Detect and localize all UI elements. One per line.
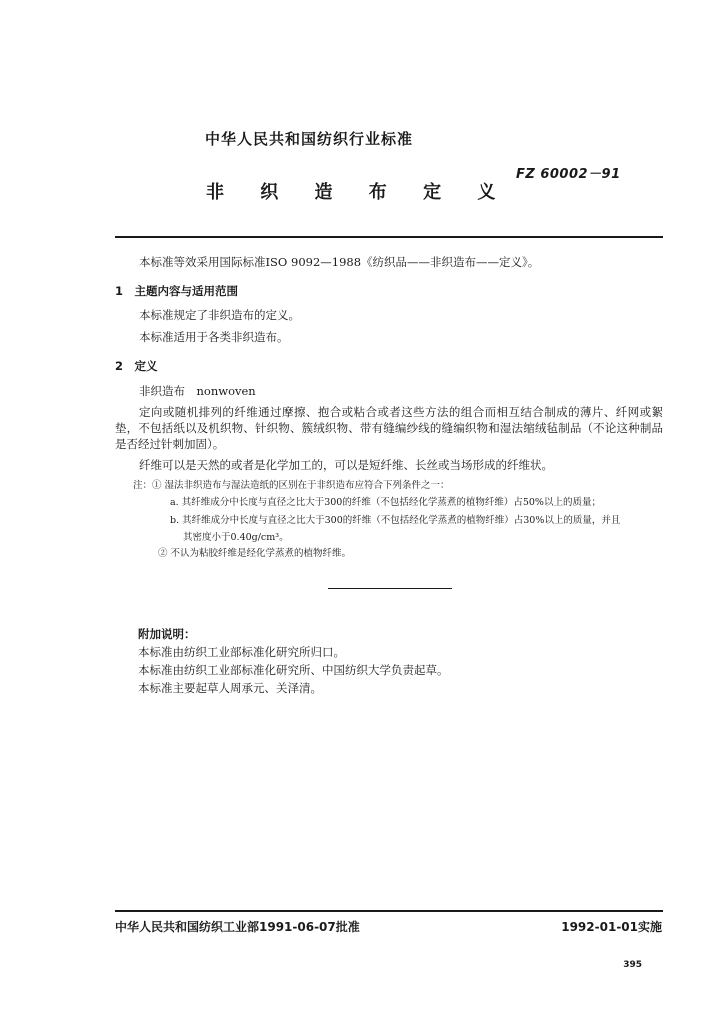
section1-line-2: 本标准适用于各类非织造布。: [139, 330, 289, 344]
intro-paragraph: 本标准等效采用国际标准ISO 9092—1988《纺织品——非织造布——定义》。: [139, 255, 540, 269]
standard-code: FZ 60002－91: [516, 167, 621, 182]
note-b-line-1: b. 其纤维成分中长度与直径之比大于300的纤维（不包括经化学蒸煮的植物纤维）占30%以上的质量，并且: [170, 515, 621, 526]
section1-heading: 1 主题内容与适用范围: [115, 284, 239, 298]
document-title: 非 织 造 布 定 义: [206, 182, 511, 203]
page-number: 395: [623, 960, 642, 970]
effective-date: 1992-01-01实施: [561, 920, 662, 934]
section-divider: [328, 588, 452, 589]
footer-rule: [115, 910, 663, 912]
definition-paragraph: 定向或随机排列的纤维通过摩擦、抱合或粘合或者这些方法的组合而相互结合制成的薄片、纤网或絮垫，不包括纸以及机织物、针织物、簇绒织物、带有缝编纱线的缝编织物和湿法缩绒毡制品（不论这种制品是否经过针刺加固）。: [115, 405, 663, 451]
note-two: ② 不认为粘胶纤维是经化学蒸煮的植物纤维。: [158, 548, 352, 559]
approval-date: 中华人民共和国纺织工业部1991-06-07批准: [115, 920, 360, 934]
note-b-line-2: 其密度小于0.40g/cm³。: [183, 532, 289, 543]
appendix-heading: 附加说明：: [138, 627, 196, 641]
term-entry: 非织造布 nonwoven: [139, 384, 256, 398]
appendix-line-3: 本标准主要起草人周承元、关泽清。: [138, 681, 322, 695]
fiber-note: 纤维可以是天然的或者是化学加工的，可以是短纤维、长丝或当场形成的纤维状。: [139, 458, 553, 472]
appendix-line-1: 本标准由纺织工业部标准化研究所归口。: [138, 645, 345, 659]
section2-heading: 2 定义: [115, 359, 158, 373]
header-rule: [115, 236, 663, 238]
section1-line-1: 本标准规定了非织造布的定义。: [139, 308, 300, 322]
note-a: a. 其纤维成分中长度与直径之比大于300的纤维（不包括经化学蒸煮的植物纤维）占50%以上的质量；: [170, 497, 601, 508]
appendix-line-2: 本标准由纺织工业部标准化研究所、中国纺织大学负责起草。: [138, 663, 449, 677]
standard-category: 中华人民共和国纺织行业标准: [205, 130, 414, 148]
note-lead: 注：① 湿法非织造布与湿法造纸的区别在于非织造布应符合下列条件之一：: [133, 480, 450, 491]
